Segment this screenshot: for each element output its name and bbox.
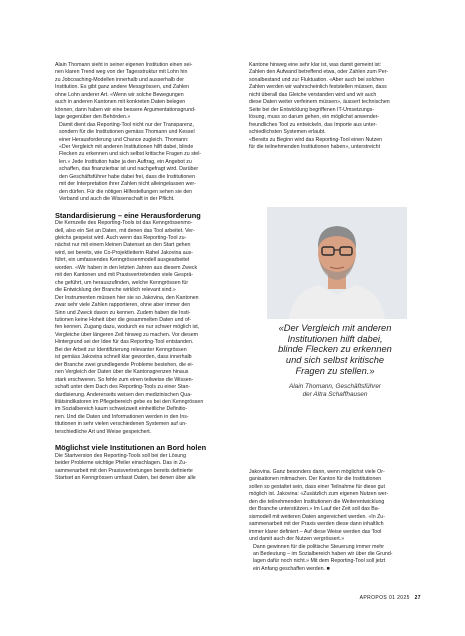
text-line: mit den Kantonen und mit Praxisvertretenden viele Gesprä- (55, 272, 194, 279)
text-line: Die Kernzelle des Reporting-Tools ist das Kenngrössenmo- (55, 220, 193, 227)
quote-author (249, 383, 421, 399)
paragraph (249, 62, 421, 137)
text-line: und damit auch der Nutzen vergrössert.» (249, 536, 345, 543)
text-line: len.» Jede Institution habe ja den Auftrag, ein Angebot zu (59, 158, 192, 165)
text-line: sondern für die Institutionen gemäss Thomann und Kessel (59, 129, 195, 136)
text-line: ein Anfang geschaffen werden. ■ (253, 565, 330, 572)
text-line: Damit dient das Reporting-Tool nicht nur der Transparenz, (59, 121, 194, 128)
text-line: Dann gewinnen für die politische Steuerung immer mehr (253, 543, 385, 550)
text-line: auch in anderen Kantonen mit konkreten Daten belegen (55, 99, 186, 106)
text-line: schiedlichsten Systemen erlaubt. (249, 129, 326, 136)
text-line: litätsindikatoren im Pflegebereich gebe es bei den Kenngrössen (55, 398, 204, 405)
text-line: diese Daten weiter verfeinern müssen», äussert technischen (249, 99, 390, 106)
section-heading: Standardisierung – eine Herausforderung (55, 210, 201, 220)
paragraph (55, 347, 235, 436)
text-line: und sich selbst kritische (285, 355, 385, 366)
portrait-photo (267, 207, 407, 319)
right-column-top (249, 62, 421, 151)
text-line: Verband und auch die Wissenschaft in der Pflicht. (59, 196, 175, 203)
text-line: zu Jobcoaching-Modellen innerhalb und ausserhalb der (55, 76, 185, 83)
text-line: lage gegenüber den Behörden.» (55, 114, 131, 121)
page-footer (300, 595, 421, 601)
magazine-name: APROPOS 01 2025 (359, 595, 410, 601)
text-line: möglich ist. Jakovina: «Zusätzlich zum eigenen Nutzen wer- (249, 491, 389, 498)
text-line: Fragen zu stellen.» (295, 365, 375, 376)
text-line: den Geschäftsführer habe dabei frei, dass die Institutionen (59, 173, 196, 180)
text-line: schaffen, das finanzierbar ist und nachgefragt wird. Darüber (59, 166, 199, 173)
text-line: ist gemäss Jakovina schnell klar geworden, dass innerhalb (55, 354, 192, 361)
text-line: den dürfen. Für die nötigen Hilfestellungen sehen sie den (59, 188, 193, 195)
text-line: sismodell mit weiteren Daten angereichert werden. «In Zu- (249, 513, 385, 520)
text-line: che geführt, um herauszufinden, welche Kenngrössen für (55, 279, 189, 286)
right-column-bottom (249, 469, 421, 573)
text-line: sollen so gestaltet sein, dass einer Teilnahme für diese gut (249, 483, 385, 490)
text-line: Institution. Es gibt ganz andere Messgrössen, und Zahlen (55, 84, 189, 91)
text-line: Alain Thomann, Geschäftsführer (289, 382, 381, 390)
paragraph (249, 469, 421, 544)
text-line: Vergleiche über längeren Zeit hinweg zu machen. Vor diesem (55, 331, 199, 338)
text-line: nen klaren Trend weg von der Tagesstruktur mit Lohn hin (55, 69, 188, 76)
text-line: nen Vergleich der Daten über die Kantonsgrenzen hinaus (55, 369, 189, 376)
text-line: für die teilnehmenden Institutionen haben», unterstreicht (249, 143, 381, 150)
section-heading: Möglichst viele Institutionen an Bord holen (55, 443, 207, 453)
text-line: «Bereits zu Beginn wird das Reporting-Tool einen Nutzen (249, 136, 383, 143)
text-line: können, dann haben wir eine bessere Argumentationsgrund- (55, 106, 196, 113)
text-line: titutionen in sehr vielen verschiedenen Systemen auf un- (55, 421, 187, 428)
text-line: lagen dafür noch nicht.» Mit dem Reporting-Tool soll jetzt (253, 558, 386, 565)
text-line: beider Probleme wichtige Pfeiler einschlagen. Das in Zu- (55, 460, 187, 467)
text-line: Seite bei der Entwicklung begriffenen IT-Umsetzungs- (249, 106, 375, 113)
text-line: nächst nur mit einem kleinen Datenset an den Start gehen (55, 242, 191, 249)
text-line: Hintergrund sei der Idee für das Reporting-Tool entstanden. (55, 339, 194, 346)
text-line: zwar sehr viele Zahlen rapportieren, ohne aber immer den (55, 302, 191, 309)
text-line: dell, also ein Set an Daten, mit denen das Tool arbeitet. Ver- (55, 227, 195, 234)
text-line: wird, sei bereits, wie Co-Projektleiterin Rahel Jakovina aus- (55, 249, 194, 256)
paragraph (55, 295, 235, 347)
text-line: Institutionen hilft dabei, (287, 333, 383, 344)
text-line: nen. Und die Daten und Informationen werden in den Ins- (55, 413, 189, 420)
spacer (55, 436, 235, 443)
text-line: stark erschweren. So fehle zum einen teilweise die Wissen- (55, 376, 194, 383)
text-line: worden. «Wir haben in den letzten Jahren aus diesem Zweck (55, 264, 198, 271)
text-line: mit der Interpretation ihrer Zahlen nicht alleingelassen wer- (59, 181, 196, 188)
text-line: nicht überall das Gleiche verstanden wird und wir auch (249, 91, 377, 98)
text-line: fen kennen. Zugang dazu, wodurch es nur schwer möglich ist, (55, 324, 200, 331)
left-column (55, 62, 235, 483)
text-line: «Der Vergleich mit anderen Institutionen hilft dabei, blinde (59, 143, 194, 150)
text-line: die Entwicklung der Branche wirklich relevant sind.» (55, 287, 176, 294)
text-line: der Branche unterstützen.» Im Lauf der Zeit soll das Ba- (249, 506, 380, 513)
text-line: immer klarer definiert – Auf diese Weise werden das Tool (249, 528, 382, 535)
text-line: der Altra Schaffhausen (302, 390, 368, 398)
text-line: der Branche zwei grundlegende Probleme bestehen, die ei- (55, 361, 194, 368)
text-line: tutionen keine Hoheit über die gesammelten Daten und of- (55, 317, 192, 323)
text-line: lösung, muss so darum gehen, ein möglichst anwender- (249, 114, 380, 121)
text-line: sammenarbeit mit der Praxis werden diese dann inhaltlich (249, 521, 384, 528)
text-line: «Der Vergleich mit anderen (278, 323, 392, 333)
text-line: an Bedeutung – im Sozialbereich haben wir über die Grund- (253, 550, 393, 557)
text-line: Die Startversion des Reporting-Tools soll bei der Lösung (55, 452, 187, 459)
paragraph (249, 137, 421, 152)
text-line: ohne Lohn anderer Art. «Wenn wir solche Bewegungen (55, 91, 184, 98)
text-line: blinde Flecken zu erkennen (278, 344, 392, 355)
text-line: terschiedliche Art und Weise gespeichert. (55, 428, 152, 435)
portrait-image (267, 207, 407, 319)
text-line: Bei der Arbeit zur Identifizierung relevanter Kenngrössen (55, 346, 187, 353)
text-line: sonalbestand und zur Fluktuation. «Aber auch bei solchen (249, 76, 385, 83)
paragraph (55, 62, 235, 122)
text-line: schaft unter dem Dach des Reporting-Tools zu einer Stan- (55, 384, 191, 391)
text-line: im Sozialbereich kaum schweizweit einheitliche Definitio- (55, 406, 188, 413)
text-line: freundliches Tool zu entwickeln, das Importe aus unter- (249, 121, 378, 128)
paragraph (55, 122, 235, 204)
paragraph (55, 220, 235, 295)
pull-quote (249, 323, 421, 399)
text-line: einer Herausforderung und Chance zugleich. Thomann: (59, 136, 189, 143)
text-line: Kantone hinweg eine sehr klar ist, was damit gemeint ist: (249, 62, 382, 68)
text-line: Jakovina. Ganz besonders dann, wenn möglichst viele Or- (249, 469, 385, 475)
text-line: dardisierung. Andererseits weisen den medizinischen Qua- (55, 391, 192, 398)
text-line: den die teilnehmenden Institutionen die Weiterentwicklung (249, 498, 385, 505)
text-line: führt, ein umfassendes Kenngrössenmodell ausgearbeitet (55, 257, 190, 264)
text-line: ganisationen mitmachen. Der Kanton für die Institutionen (249, 476, 382, 483)
text-line: Zahlen den Aufwand betreffend etwa, oder Zahlen zum Per- (249, 69, 389, 76)
text-line: gleichs gespeist wird. Auch wenn das Reporting-Tool zu- (55, 235, 187, 242)
paragraph (55, 453, 235, 483)
text-line: Startset an Kenngrössen umfasst Daten, bei denen über alle (55, 475, 196, 482)
text-line: Flecken zu erkennen und sich selbst kritische Fragen zu stel- (59, 151, 202, 158)
spacer (55, 204, 235, 211)
text-line: Zahlen werden wir wahrscheinlich feststellen müssen, dass (249, 84, 387, 91)
text-line: Alain Thomann sieht in seiner eigenen Institution einen sei- (55, 62, 193, 68)
text-line: Sinn und Zweck davon zu kennen. Zudem haben die Insti- (55, 309, 191, 316)
text-line: sammenarbeit mit den Praxisvertretungen bereits definierte (55, 467, 193, 474)
text-line: Der Instrumenten müssen hier sie so Jakovina, den Kantonen (55, 294, 199, 301)
paragraph (249, 544, 421, 574)
quote-text (249, 323, 421, 377)
page-number: 27 (414, 595, 421, 601)
